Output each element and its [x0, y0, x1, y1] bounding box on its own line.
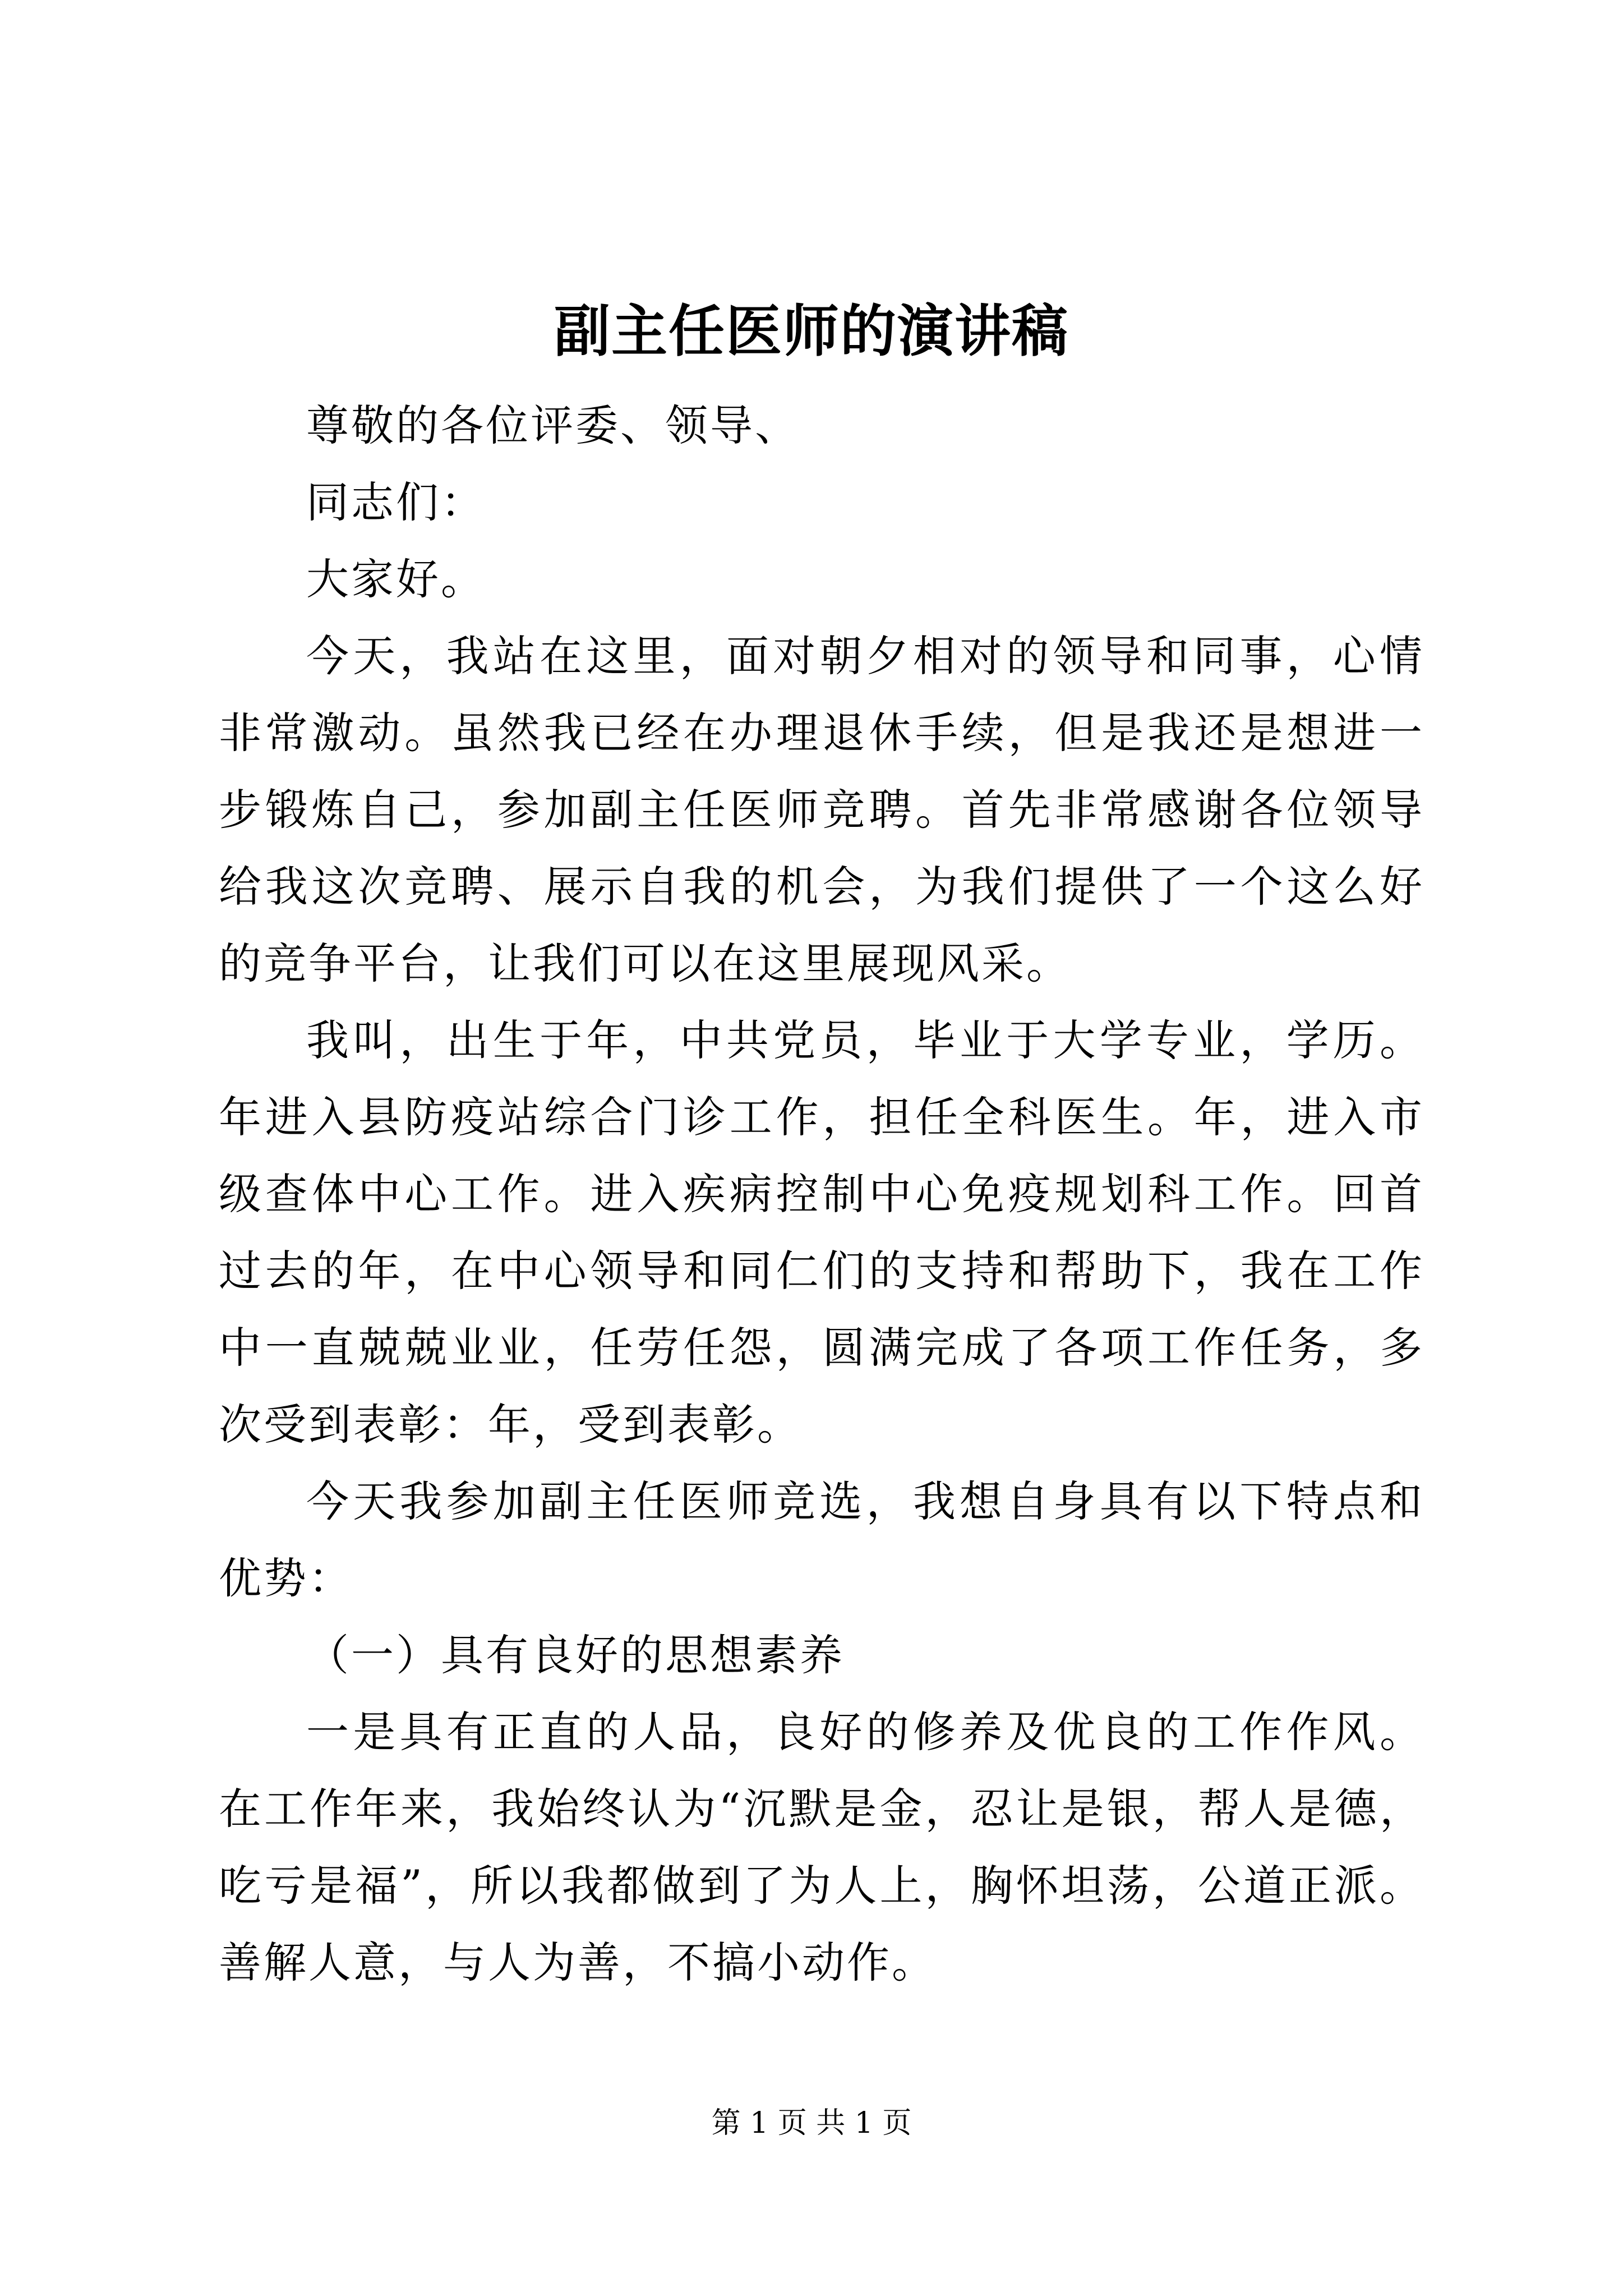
paragraph-salutation-2: 同志们：: [306, 477, 486, 527]
paragraph-intro: 今天，我站在这里，面对朝夕相对的领导和同事，心情非常激动。虽然我已经在办理退休手续，但是我还是想进一步锻炼自己，参加副主任医师竞聘。首先非常感谢各位领导给我这次竞聘、展示自我的机会，为我们提供了一个这么好的竞争平台，让我们可以在这里展现风采。: [219, 631, 1424, 988]
section-heading-1: （一）具有良好的思想素养: [306, 1630, 845, 1680]
paragraph-character: 一是具有正直的人品，良好的修养及优良的工作作风。在工作年来，我始终认为“沉默是金，忍让是银，帮人是德，吃亏是福”，所以我都做到了为人上，胸怀坦荡，公道正派。善解人意，与人为善，不搞小动作。: [219, 1707, 1424, 1987]
paragraph-salutation-1: 尊敬的各位评委、领导、: [306, 401, 800, 450]
paragraph-background: 我叫，出生于年，中共党员，毕业于大学专业，学历。年进入县防疫站综合门诊工作，担任全科医生。年，进入市级查体中心工作。进入疾病控制中心免疫规划科工作。回首过去的年，在中心领导和同仁们的支持和帮助下，我在工作中一直兢兢业业，任劳任怨，圆满完成了各项工作任务，多次受到表彰：年，受到表彰。: [219, 1015, 1424, 1450]
page-footer: 第 1 页 共 1 页: [711, 2106, 912, 2140]
paragraph-greeting: 大家好。: [306, 554, 486, 604]
document-title: 副主任医师的演讲稿: [554, 298, 1069, 364]
paragraph-advantages: 今天我参加副主任医师竞选，我想自身具有以下特点和优势：: [219, 1476, 1424, 1603]
document-body: [219, 387, 1424, 2001]
